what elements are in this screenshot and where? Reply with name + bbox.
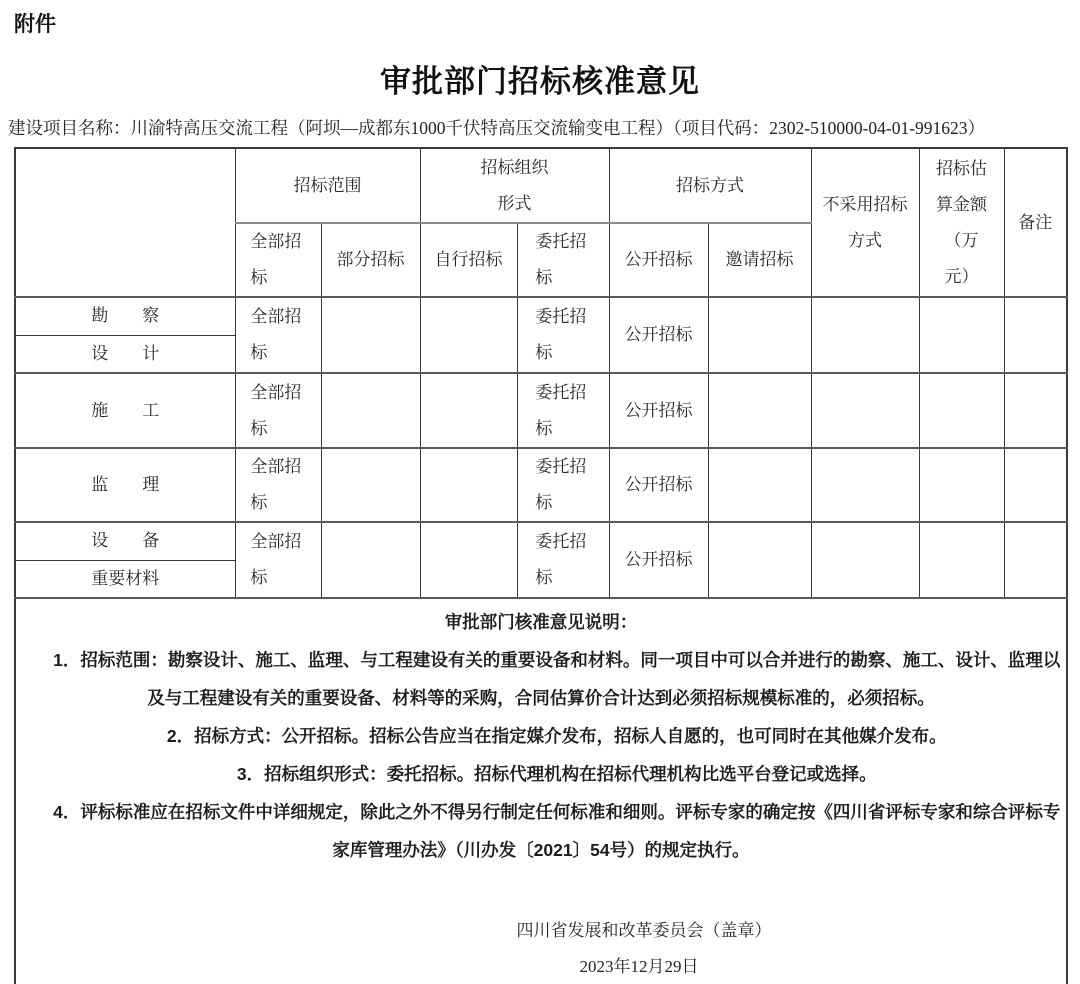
cell-construction-scope bbox=[235, 373, 321, 448]
cell-construction-method: 公开招标 bbox=[609, 373, 708, 448]
header-org-form bbox=[420, 148, 609, 223]
cell-equipment-remark bbox=[1004, 522, 1067, 598]
header-row-1 bbox=[15, 148, 1067, 223]
cell-construction-scope-text: 全部招标 bbox=[250, 382, 302, 438]
cell-supervision-self bbox=[420, 448, 517, 522]
cell-supervision-invite bbox=[708, 448, 811, 522]
cell-equipment-org-text: 委托招标 bbox=[535, 532, 587, 587]
header-corner-cell bbox=[15, 148, 235, 297]
note-item-2: 2．招标方式：公开招标。招标公告应当在指定媒介发布，招标人自愿的，也可同时在其他媒介发布。 bbox=[166, 725, 947, 746]
cell-equipment-invite bbox=[708, 522, 811, 598]
cell-survey-estimate bbox=[919, 297, 1004, 373]
cell-construction-org bbox=[517, 373, 609, 448]
header-sub-all bbox=[235, 223, 321, 297]
signature-agency: 四川省发展和改革委员会（盖章） bbox=[516, 920, 772, 940]
header-estimate-text: 招标估算金额（万元） bbox=[936, 158, 987, 286]
header-sub-self: 自行招标 bbox=[420, 223, 517, 297]
cell-equipment-method: 公开招标 bbox=[609, 522, 708, 598]
signature-block bbox=[20, 913, 1062, 984]
header-org-form-text: 招标组织形式 bbox=[480, 157, 549, 213]
cell-equipment-no-bid bbox=[811, 522, 919, 598]
cell-survey-org-text: 委托招标 bbox=[535, 307, 587, 362]
approval-table bbox=[14, 147, 1068, 984]
notes-heading: 审批部门核准意见说明： bbox=[444, 611, 638, 632]
row-label-equipment: 设 备 bbox=[15, 522, 235, 560]
header-no-bid-text: 不采用招标方式 bbox=[822, 194, 908, 250]
cell-construction-remark bbox=[1004, 373, 1067, 448]
project-name-line: 建设项目名称：川渝特高压交流工程（阿坝—成都东1000千伏特高压交流输变电工程）（项目代码：2302-510000-04-01-991623） bbox=[8, 118, 986, 138]
header-sub-delegate bbox=[517, 223, 609, 297]
cell-equipment-estimate bbox=[919, 522, 1004, 598]
cell-construction-no-bid bbox=[811, 373, 919, 448]
row-label-survey: 勘 察 bbox=[15, 297, 235, 335]
cell-survey-self bbox=[420, 297, 517, 373]
cell-equipment-org bbox=[517, 522, 609, 598]
header-sub-delegate-text: 委托招标 bbox=[535, 232, 587, 287]
header-sub-open: 公开招标 bbox=[609, 223, 708, 297]
header-sub-partial: 部分招标 bbox=[321, 223, 420, 297]
cell-equipment-self bbox=[420, 522, 517, 598]
row-survey bbox=[15, 297, 1067, 335]
cell-survey-no-bid bbox=[811, 297, 919, 373]
cell-survey-remark bbox=[1004, 297, 1067, 373]
cell-supervision-remark bbox=[1004, 448, 1067, 522]
cell-survey-scope-text: 全部招标 bbox=[250, 307, 302, 362]
cell-supervision-org bbox=[517, 448, 609, 522]
cell-equipment-scope bbox=[235, 522, 321, 598]
note-item-1: 1．招标范围：勘察设计、施工、监理、与工程建设有关的重要设备和材料。同一项目中可以合并进行的勘察、施工、设计、监理以及与工程建设有关的重要设备、材料等的采购，合同估算价合计达到必须招标规模标准的，必须招标。 bbox=[53, 649, 1061, 708]
cell-construction-estimate bbox=[919, 373, 1004, 448]
cell-equipment-scope-text: 全部招标 bbox=[250, 532, 302, 587]
cell-survey-invite bbox=[708, 297, 811, 373]
row-label-supervision: 监 理 bbox=[15, 448, 235, 522]
cell-construction-self bbox=[420, 373, 517, 448]
row-equipment bbox=[15, 522, 1067, 560]
cell-supervision-org-text: 委托招标 bbox=[535, 457, 587, 512]
cell-supervision-scope bbox=[235, 448, 321, 522]
cell-survey-scope bbox=[235, 297, 321, 373]
row-label-construction: 施 工 bbox=[15, 373, 235, 448]
cell-construction-invite bbox=[708, 373, 811, 448]
cell-supervision-no-bid bbox=[811, 448, 919, 522]
page-title: 审批部门招标核准意见 bbox=[380, 64, 700, 99]
cell-supervision-partial bbox=[321, 448, 420, 522]
header-method: 招标方式 bbox=[609, 148, 811, 223]
row-label-design: 设 计 bbox=[15, 335, 235, 373]
cell-supervision-estimate bbox=[919, 448, 1004, 522]
cell-survey-method: 公开招标 bbox=[609, 297, 708, 373]
header-remark: 备注 bbox=[1004, 148, 1067, 297]
header-estimate bbox=[919, 148, 1004, 297]
header-sub-all-text: 全部招标 bbox=[250, 232, 302, 287]
signature-date: 2023年12月29日 bbox=[579, 956, 699, 976]
cell-survey-partial bbox=[321, 297, 420, 373]
cell-survey-org bbox=[517, 297, 609, 373]
cell-construction-partial bbox=[321, 373, 420, 448]
row-construction bbox=[15, 373, 1067, 448]
attachment-label: 附件 bbox=[14, 13, 56, 36]
notes-cell bbox=[15, 598, 1067, 984]
cell-construction-org-text: 委托招标 bbox=[535, 382, 587, 438]
header-no-bid bbox=[811, 148, 919, 297]
notes-row bbox=[15, 598, 1067, 984]
header-sub-invite: 邀请招标 bbox=[708, 223, 811, 297]
header-scope: 招标范围 bbox=[235, 148, 420, 223]
note-item-4: 4．评标标准应在招标文件中详细规定，除此之外不得另行制定任何标准和细则。评标专家的确定按《四川省评标专家和综合评标专家库管理办法》（川办发〔2021〕54号）的规定执行。 bbox=[53, 801, 1061, 860]
note-item-3: 3．招标组织形式：委托招标。招标代理机构在招标代理机构比选平台登记或选择。 bbox=[236, 763, 877, 784]
cell-supervision-method: 公开招标 bbox=[609, 448, 708, 522]
row-supervision bbox=[15, 448, 1067, 522]
cell-supervision-scope-text: 全部招标 bbox=[250, 457, 302, 512]
cell-equipment-partial bbox=[321, 522, 420, 598]
row-label-materials: 重要材料 bbox=[15, 560, 235, 598]
